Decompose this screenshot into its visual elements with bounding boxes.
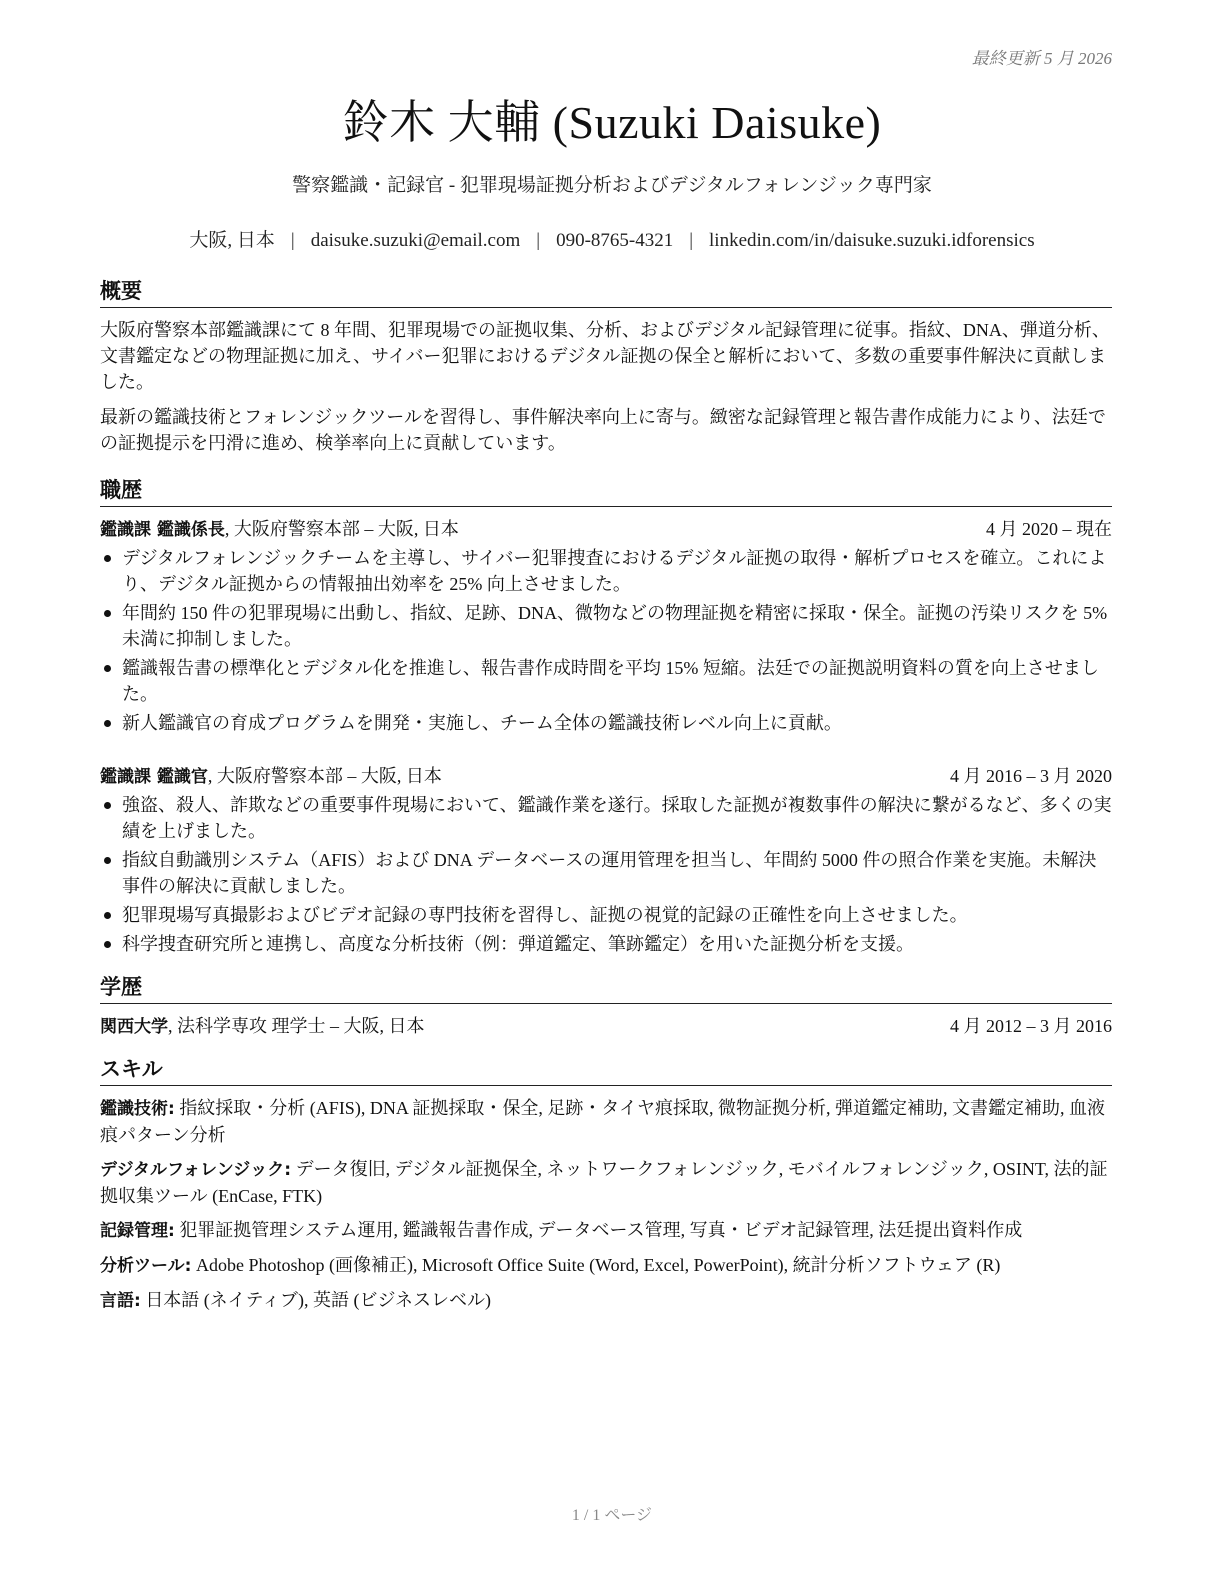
job-bullet: 犯罪現場写真撮影およびビデオ記録の専門技術を習得し、証拠の視覚的記録の正確性を向上させました。 — [100, 902, 1112, 928]
job-dates: 4 月 2020 – 現在 — [986, 519, 1112, 539]
skill-row — [100, 1156, 1112, 1209]
skill-value: 指紋採取・分析 (AFIS), DNA 証拠採取・保全, 足跡・タイヤ痕採取, 微物証拠分析, 弾道鑑定補助, 文書鑑定補助, 血液痕パターン分析 — [100, 1098, 1105, 1145]
job-dates: 4 月 2016 – 3 月 2020 — [950, 766, 1112, 786]
job-bullet: 鑑識報告書の標準化とデジタル化を推進し、報告書作成時間を平均 15% 短縮。法廷での証拠説明資料の質を向上させました。 — [100, 655, 1112, 707]
skill-label: 鑑識技術: — [100, 1099, 175, 1119]
job-bullet: 新人鑑識官の育成プログラムを開発・実施し、チーム全体の鑑識技術レベル向上に貢献。 — [100, 710, 1112, 736]
contact-location: 大阪, 日本 — [189, 230, 275, 251]
education-detail: , 法科学専攻 理学士 – 大阪, 日本 — [168, 1016, 425, 1036]
education-heading: 学歴 — [100, 972, 1112, 1004]
job-org: , 大阪府警察本部 – 大阪, 日本 — [224, 519, 459, 539]
contact-phone: 090-8765-4321 — [556, 230, 674, 251]
summary-paragraph: 最新の鑑識技術とフォレンジックツールを習得し、事件解決率向上に寄与。緻密な記録管理と報告書作成能力により、法廷での証拠提示を円滑に進め、検挙率向上に貢献しています。 — [100, 407, 1106, 453]
skill-row — [100, 1287, 1112, 1314]
skill-label: 記録管理: — [100, 1221, 175, 1241]
job-bullet: 科学捜査研究所と連携し、高度な分析技術（例：弾道鑑定、筆跡鑑定）を用いた証拠分析を支援。 — [100, 931, 1112, 957]
job-header — [100, 763, 1112, 790]
job-role: 鑑識課 鑑識係長 — [100, 520, 225, 540]
job-bullet: 年間約 150 件の犯罪現場に出動し、指紋、足跡、DNA、微物などの物理証拠を精密に採取・保全。証拠の汚染リスクを 5% 未満に抑制しました。 — [100, 600, 1112, 652]
last-updated: 最終更新 5 月 2026 — [971, 49, 1112, 68]
education-entry — [100, 1013, 1112, 1040]
contact-email[interactable]: daisuke.suzuki@email.com — [310, 230, 521, 251]
contact-separator: | — [689, 230, 694, 251]
skill-value: Adobe Photoshop (画像補正), Microsoft Office Suite (Word, Excel, PowerPoint), 統計分析ソフトウェア (R) — [191, 1255, 1001, 1275]
skill-row — [100, 1095, 1112, 1148]
skill-row — [100, 1217, 1112, 1244]
job-header — [100, 516, 1112, 543]
contact-separator: | — [536, 230, 541, 251]
skill-value: 日本語 (ネイティブ), 英語 (ビジネスレベル) — [140, 1290, 491, 1310]
skill-value: データ復旧, デジタル証拠保全, ネットワークフォレンジック, モバイルフォレンジック, OSINT, 法的証拠収集ツール (EnCase, FTK) — [100, 1159, 1108, 1206]
job-role: 鑑識課 鑑識官 — [100, 767, 208, 787]
education-dates: 4 月 2012 – 3 月 2016 — [950, 1016, 1112, 1036]
summary-paragraph: 大阪府警察本部鑑識課にて 8 年間、犯罪現場での証拠収集、分析、およびデジタル記録管理に従事。指紋、DNA、弾道分析、文書鑑定などの物理証拠に加え、サイバー犯罪におけるデジタル証拠の保全と解析において、多数の重要事件解決に貢献しました。 — [100, 320, 1110, 392]
skill-row — [100, 1252, 1112, 1279]
headline: 警察鑑識・記録官 - 犯罪現場証拠分析およびデジタルフォレンジック専門家 — [292, 175, 932, 196]
skills-heading: スキル — [100, 1054, 1112, 1086]
job-bullet: デジタルフォレンジックチームを主導し、サイバー犯罪捜査におけるデジタル証拠の取得・解析プロセスを確立。これにより、デジタル証拠からの情報抽出効率を 25% 向上させました。 — [100, 545, 1112, 597]
page-number: 1 / 1 ページ — [571, 1507, 653, 1524]
candidate-name: 鈴木 大輔 (Suzuki Daisuke) — [342, 97, 882, 148]
contact-separator: | — [290, 230, 295, 251]
contact-linkedin[interactable]: linkedin.com/in/daisuke.suzuki.idforensics — [709, 230, 1035, 251]
job-org: , 大阪府警察本部 – 大阪, 日本 — [207, 766, 442, 786]
experience-heading: 職歴 — [100, 475, 1112, 507]
skill-label: 言語: — [100, 1291, 141, 1311]
job-bullet: 指紋自動識別システム（AFIS）および DNA データベースの運用管理を担当し、年間約 5000 件の照合作業を実施。未解決事件の解決に貢献しました。 — [100, 847, 1112, 899]
contact-line — [0, 225, 1224, 252]
skill-value: 犯罪証拠管理システム運用, 鑑識報告書作成, データベース管理, 写真・ビデオ記録管理, 法廷提出資料作成 — [174, 1220, 1023, 1240]
skill-label: 分析ツール: — [100, 1256, 192, 1276]
skill-label: デジタルフォレンジック: — [100, 1160, 292, 1180]
job-bullets — [100, 792, 1112, 957]
job-bullet: 強盗、殺人、詐欺などの重要事件現場において、鑑識作業を遂行。採取した証拠が複数事件の解決に繋がるなど、多くの実績を上げました。 — [100, 792, 1112, 844]
resume-content — [100, 276, 1112, 1322]
summary-heading: 概要 — [100, 276, 1112, 308]
job-bullets — [100, 545, 1112, 736]
education-school: 関西大学 — [100, 1017, 168, 1037]
